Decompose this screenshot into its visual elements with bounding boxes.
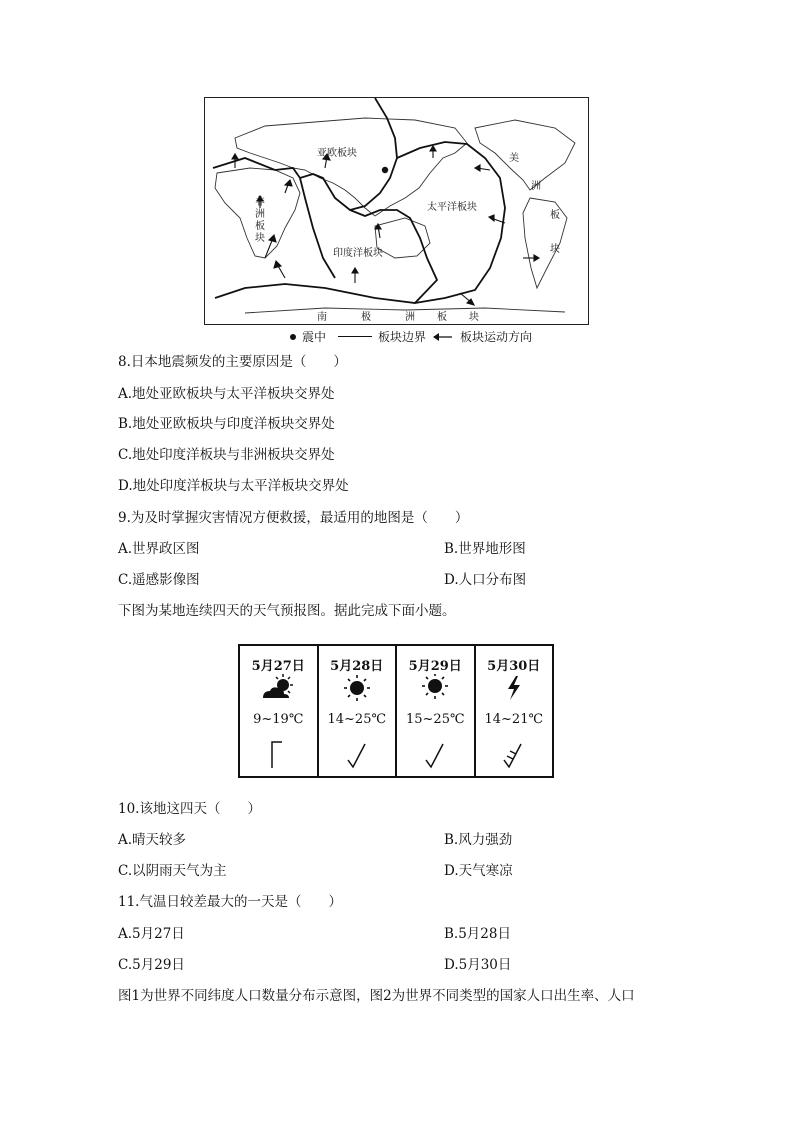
q8-option-c[interactable]: C.地处印度洋板块与非洲板块交界处 (118, 447, 335, 463)
eurasia-plate-label: 亚欧板块 (317, 148, 357, 159)
q10-option-a[interactable]: A.晴天较多 (118, 832, 187, 848)
q10-option-c[interactable]: C.以阴雨天气为主 (118, 863, 227, 879)
wind-symbol-icon (423, 740, 447, 770)
antarctic-plate-label-5: 块 (469, 312, 479, 323)
indo-boundary (215, 210, 437, 303)
q8-option-b[interactable]: B.地处亚欧板块与印度洋板块交界处 (118, 416, 335, 432)
q11-option-a[interactable]: A.5月27日 (118, 926, 185, 942)
africa-plate-label-4: 块 (255, 233, 265, 244)
weather-temp: 14~25℃ (327, 712, 387, 727)
america-plate-label-1: 美 (509, 153, 519, 164)
antarctic-plate-label-2: 极 (361, 312, 371, 323)
south-america-outline (523, 198, 567, 288)
q8-option-a[interactable]: A.地处亚欧板块与太平洋板块交界处 (118, 386, 335, 402)
africa-plate-label-3: 板 (255, 221, 265, 232)
q11-option-d[interactable]: D.5月30日 (444, 957, 512, 973)
cloudy-sun-icon (260, 674, 296, 702)
wind-symbol-icon (501, 740, 527, 770)
sun-icon (419, 674, 451, 702)
sun-icon (341, 674, 373, 702)
wind-symbol-icon (268, 740, 288, 770)
q9-option-d[interactable]: D.人口分布图 (444, 572, 527, 588)
q9-option-c[interactable]: C.遥感影像图 (118, 572, 200, 588)
antarctic-plate-label-4: 板 (437, 312, 447, 323)
weather-date: 5月28日 (330, 659, 384, 674)
q10-stem: 10.该地这四天（ ） (118, 801, 261, 817)
weather-day-1 (240, 646, 319, 776)
weather-day-2 (319, 646, 398, 776)
america-plate-label-2: 洲 (531, 181, 541, 192)
antarctic-plate-label-1: 南 (317, 312, 327, 323)
weather-temp: 15~25℃ (405, 712, 465, 727)
weather-temp: 14~21℃ (484, 712, 544, 727)
boundary-line-icon (338, 336, 372, 337)
epicenter-dot-icon (290, 334, 296, 340)
figure-intro-text: 图1为世界不同纬度人口数量分布示意图，图2为世界不同类型的国家人口出生率、人口 (118, 988, 635, 1004)
q10-option-b[interactable]: B.风力强劲 (444, 832, 513, 848)
q8-stem: 8.日本地震频发的主要原因是（ ） (118, 354, 347, 370)
weather-intro: 下图为某地连续四天的天气预报图。据此完成下面小题。 (118, 603, 456, 619)
weather-date: 5月30日 (487, 659, 541, 674)
legend-motion: 板块运动方向 (460, 330, 533, 344)
wind-symbol-icon (345, 740, 369, 770)
map-legend (290, 328, 532, 345)
australia-outline (375, 218, 430, 258)
africa-plate-label-2: 洲 (255, 209, 265, 220)
q10-option-d[interactable]: D.天气寒凉 (444, 863, 513, 879)
motion-arrow-icon (432, 332, 454, 342)
pacific-plate-label: 太平洋板块 (427, 202, 477, 213)
q9-option-a[interactable]: A.世界政区图 (118, 541, 200, 557)
antarctic-plate-label-3: 洲 (405, 312, 415, 323)
q11-option-b[interactable]: B.5月28日 (444, 926, 511, 942)
north-america-outline (475, 120, 575, 190)
weather-day-3 (397, 646, 476, 776)
thunder-icon (502, 674, 526, 702)
q9-option-b[interactable]: B.世界地形图 (444, 541, 526, 557)
legend-boundary: 板块边界 (378, 330, 427, 344)
america-plate-label-4: 块 (550, 244, 560, 255)
indian-plate-label: 印度洋板块 (333, 248, 383, 259)
q11-stem: 11.气温日较差最大的一天是（ ） (118, 894, 342, 910)
weather-date: 5月27日 (251, 659, 305, 674)
africa-plate-label-1: 非 (255, 197, 265, 208)
q11-option-c[interactable]: C.5月29日 (118, 957, 185, 973)
africa-indian-boundary (300, 178, 335, 278)
q9-stem: 9.为及时掌握灾害情况方便救援，最适用的地图是（ ） (118, 510, 469, 526)
legend-epicenter: 震中 (302, 330, 327, 344)
america-plate-label-3: 板 (550, 210, 560, 221)
weather-temp: 9~19℃ (253, 712, 304, 727)
weather-date: 5月29日 (408, 659, 462, 674)
eurasia-boundary (213, 98, 397, 210)
japan-epicenter (382, 167, 388, 173)
weather-forecast-table (238, 644, 554, 778)
q8-option-d[interactable]: D.地处印度洋板块与太平洋板块交界处 (118, 478, 349, 494)
weather-day-4 (476, 646, 553, 776)
plate-map (204, 97, 589, 325)
